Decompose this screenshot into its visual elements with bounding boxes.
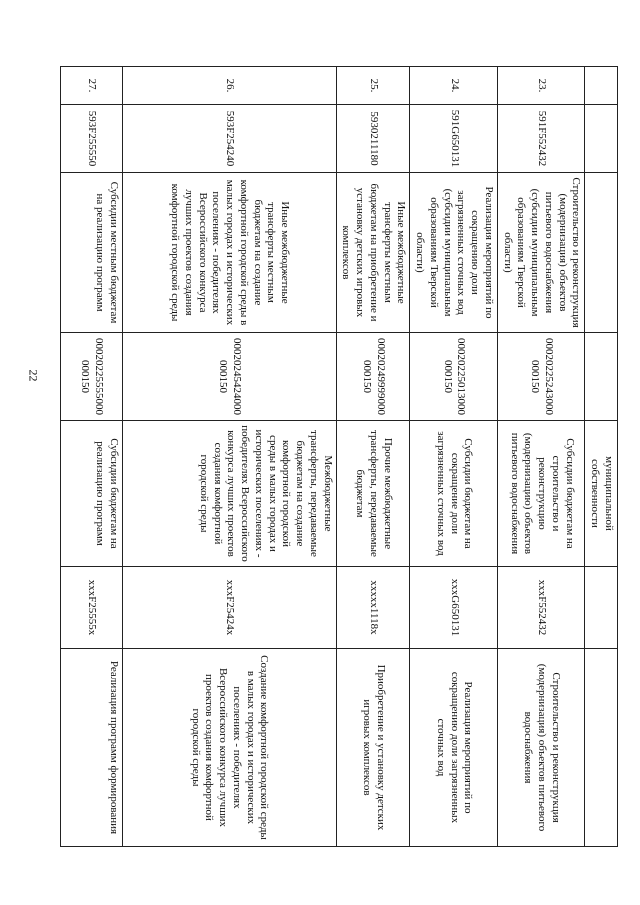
table-viewport [79,66,618,846]
cell-name: Иные межбюджетные трансферты местным бюджетам на создание комфортной городской среды в малых городах и исторических поселениях - победителях Всероссийского конкурса лучших проектов создания комфортной городской среды [122,173,336,333]
page-number: 22 [26,369,41,382]
cell-code: 5930211180 [336,105,410,173]
cell-name [585,173,618,333]
cell-code: 593F254240 [122,105,336,173]
table-row [336,67,410,847]
cell-transfer: Субсидии бюджетам на сокращение доли загрязненных сточных вод [410,421,498,567]
cell-code [585,105,618,173]
cell-kbk: 00020225013000000150 [410,333,498,421]
cell-transfer: муниципальной собственности [585,421,618,567]
cell-name: Реализация мероприятий по сокращению доли загрязненных сточных вод (субсидии муниципальным образованиям Тверской области) [410,173,498,333]
cell-code: 593F255550 [60,105,122,173]
cell-num: 24. [410,67,498,105]
cell-num: 27. [60,67,122,105]
cell-purpose: Реализация программ формирования [60,649,122,847]
cell-num: 23. [498,67,586,105]
cell-kbk: 00020225555000000150 [60,333,122,421]
cell-purpose: Создание комфортной городской среды в малых городах и исторических поселениях - победителях Всероссийского конкурса лучших проектов создания комфортной городской среды [122,649,336,847]
cell-kbk: 00020249999000000150 [336,333,410,421]
cell-name: Строительство и реконструкция (модернизация) объектов питьевого водоснабжения (субсидии муниципальным образованиям Тверской области) [498,173,586,333]
cell-name: Субсидии местным бюджетам на реализацию программ [60,173,122,333]
cell-kbk: 00020225243000000150 [498,333,586,421]
cell-num [585,67,618,105]
cell-rcode: xxxF25555x [60,567,122,649]
cell-purpose: Реализация мероприятий по сокращению доли загрязненных сточных вод [410,649,498,847]
table-row-continuation [585,67,618,847]
cell-code: 591F552432 [498,105,586,173]
cell-transfer: Субсидии бюджетам на строительство и реконструкцию (модернизацию) объектов питьевого водоснабжения [498,421,586,567]
rotated-table-container [79,66,618,846]
cell-transfer: Прочие межбюджетные трансферты, передаваемые бюджетам [336,421,410,567]
cell-num: 26. [122,67,336,105]
cell-rcode: xxxG650131 [410,567,498,649]
cell-kbk: 00020245424000000150 [122,333,336,421]
table-row [60,67,122,847]
cell-transfer: Субсидии бюджетам на реализацию программ [60,421,122,567]
cell-rcode: xxxxx1118x [336,567,410,649]
budget-table [60,66,618,847]
cell-name: Иные межбюджетные трансферты местным бюджетам на приобретение и установку детских игровых комплексов [336,173,410,333]
table-body [60,67,617,847]
cell-rcode: xxxF552432 [498,567,586,649]
cell-rcode: xxxF25424x [122,567,336,649]
cell-code: 591G650131 [410,105,498,173]
cell-transfer: Межбюджетные трансферты, передаваемые бюджетам на создание комфортной городской среды в малых городах и исторических поселениях - победителях Всероссийского конкурса лучших проектов создания комфортной городской среды [122,421,336,567]
cell-rcode [585,567,618,649]
table-row [122,67,336,847]
cell-num: 25. [336,67,410,105]
cell-purpose [585,649,618,847]
cell-purpose: Строительство и реконструкция (модернизация) объектов питьевого водоснабжения [498,649,586,847]
table-row [498,67,586,847]
table-row [410,67,498,847]
cell-purpose: Приобретение и установку детских игровых комплексов [336,649,410,847]
cell-kbk [585,333,618,421]
